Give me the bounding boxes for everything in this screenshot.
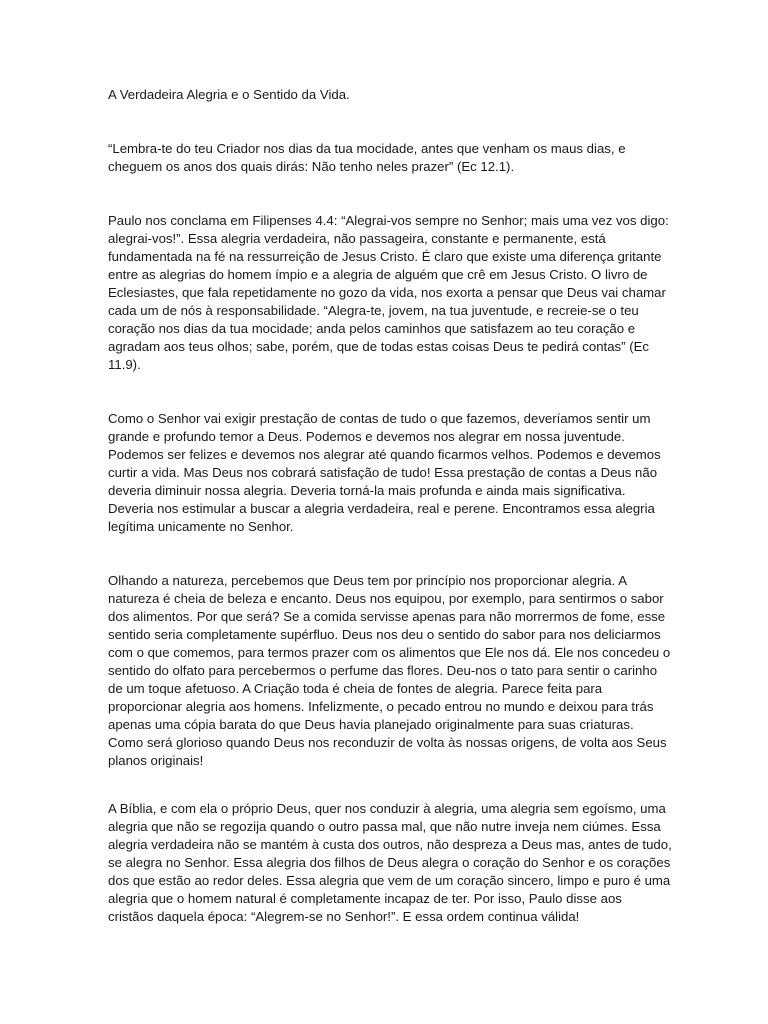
text-line: sentido do olfato para percebermos o perfume das flores. Deu-nos o tato para sentir o carinho [108, 663, 658, 678]
text-line: Paulo nos conclama em Filipenses 4.4: “Alegrai-vos sempre no Senhor; mais uma vez vos digo: [108, 213, 669, 228]
text-line: alegria que não se regozija quando o outro passa mal, que não nutre inveja nem ciúmes. Essa [108, 819, 661, 834]
text-line: A Bíblia, e com ela o próprio Deus, quer nos conduzir à alegria, uma alegria sem egoísmo, uma [108, 801, 666, 816]
document-title: A Verdadeira Alegria e o Sentido da Vida. [108, 87, 350, 102]
text-line: cada um de nós à responsabilidade. “Alegra-te, jovem, na tua juventude, e recreie-se o teu [108, 303, 639, 318]
text-line: se alegra no Senhor. Essa alegria dos filhos de Deus alegra o coração do Senhor e os corações [108, 855, 671, 870]
text-line: grande e profundo temor a Deus. Podemos e devemos nos alegrar em nossa juventude. [108, 429, 625, 444]
epigraph-quote [108, 140, 626, 176]
text-line: agradam aos teus olhos; sabe, porém, que de todas estas coisas Deus te pedirá contas” (Ec [108, 339, 649, 354]
paragraph-1 [108, 212, 669, 374]
text-line: cristãos daquela época: “Alegrem-se no Senhor!”. E essa ordem continua válida! [108, 909, 580, 924]
text-line: cheguem os anos dos quais dirás: Não tenho neles prazer” (Ec 12.1). [108, 159, 515, 174]
paragraph-2 [108, 410, 661, 536]
text-line: Olhando a natureza, percebemos que Deus tem por princípio nos proporcionar alegria. A [108, 573, 628, 588]
text-line: planos originais! [108, 753, 204, 768]
text-line: coração nos dias da tua mocidade; anda pelos caminhos que satisfazem ao teu coração e [108, 321, 636, 336]
text-line: Deveria nos estimular a buscar a alegria verdadeira, real e perene. Encontramos essa alegria [108, 501, 655, 516]
text-line: de um toque afetuoso. A Criação toda é cheia de fontes de alegria. Parece feita para [108, 681, 603, 696]
text-line: Podemos ser felizes e devemos nos alegrar até quando ficarmos velhos. Podemos e devemos [108, 447, 661, 462]
text-line: curtir a vida. Mas Deus nos cobrará satisfação de tudo! Essa prestação de contas a Deus não [108, 465, 658, 480]
text-line: sentido seria completamente supérfluo. Deus nos deu o sentido do sabor para nos deliciarmos [108, 627, 661, 642]
text-line: alegria verdadeira não se mantém à custa dos outros, não despreza a Deus mas, antes de tudo, [108, 837, 672, 852]
text-line: entre as alegrias do homem ímpio e a alegria de alguém que crê em Jesus Cristo. O livro de [108, 267, 648, 282]
document-page [108, 86, 672, 924]
text-line: Eclesiastes, que fala repetidamente no gozo da vida, nos exorta a pensar que Deus vai chamar [108, 285, 666, 300]
text-line: alegria que o homem natural é completamente incapaz de ter. Por isso, Paulo disse aos [108, 891, 622, 906]
text-line: “Lembra-te do teu Criador nos dias da tua mocidade, antes que venham os maus dias, e [108, 141, 626, 156]
text-line: Como o Senhor vai exigir prestação de contas de tudo o que fazemos, deveríamos sentir um [108, 411, 651, 426]
text-line: apenas uma cópia barata do que Deus havia planejado originalmente para suas criaturas. [108, 717, 634, 732]
text-line: proporcionar alegria aos homens. Infelizmente, o pecado entrou no mundo e deixou para trás [108, 699, 654, 714]
text-line: dos alimentos. Por que será? Se a comida servisse apenas para não morrermos de fome, esse [108, 609, 666, 624]
text-line: natureza é cheia de beleza e encanto. Deus nos equipou, por exemplo, para sentirmos o sabor [108, 591, 664, 606]
paragraph-4 [108, 800, 672, 926]
text-line: deveria diminuir nossa alegria. Deveria torná-la mais profunda e ainda mais significativa. [108, 483, 626, 498]
text-line: dos que estão ao redor deles. Essa alegria que vem de um coração sincero, limpo e puro é uma [108, 873, 671, 888]
paragraph-3 [108, 572, 670, 770]
text-line: 11.9). [108, 357, 141, 372]
text-line: alegrai-vos!”. Essa alegria verdadeira, não passageira, constante e permanente, está [108, 231, 606, 246]
text-line: fundamentada na fé na ressurreição de Jesus Cristo. É claro que existe uma diferença gritante [108, 249, 662, 264]
text-line: com o que comemos, para termos prazer com os alimentos que Ele nos dá. Ele nos concedeu o [108, 645, 671, 660]
text-line: legítima unicamente no Senhor. [108, 519, 294, 534]
text-line: Como será glorioso quando Deus nos reconduzir de volta às nossas origens, de volta aos Seus [108, 735, 667, 750]
